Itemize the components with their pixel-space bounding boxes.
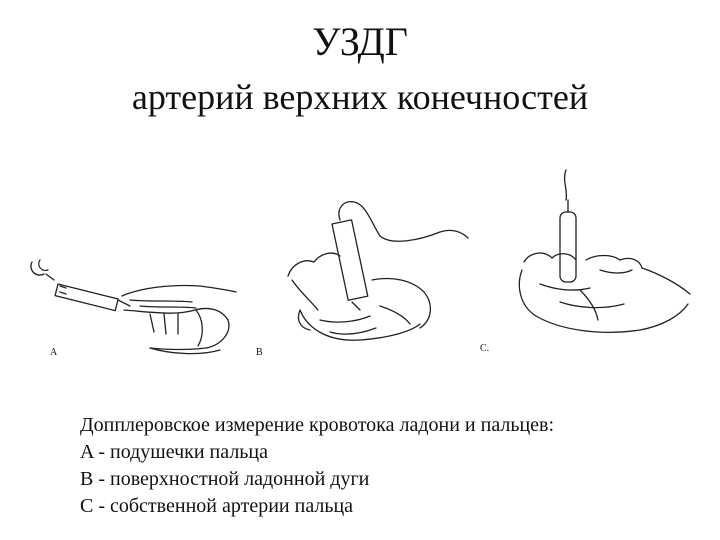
doppler-hands-illustration xyxy=(0,160,720,380)
panel-b-drawing xyxy=(288,202,468,341)
caption-item-b: B - поверхностной ладонной дуги xyxy=(80,468,370,490)
slide-subtitle: артерий верхних конечностей xyxy=(131,77,589,117)
slide-title: УЗДГ xyxy=(312,19,408,64)
caption-item-a: A - подушечки пальца xyxy=(80,441,268,463)
panel-label-a: A xyxy=(50,347,58,358)
figure-caption xyxy=(80,412,700,520)
panel-a-drawing xyxy=(31,260,236,354)
panel-label-c: C. xyxy=(480,343,490,354)
caption-item-c: C - собственной артерии пальца xyxy=(80,495,354,517)
panel-c-drawing xyxy=(519,170,690,332)
panel-label-b: B xyxy=(256,347,263,358)
caption-heading: Допплеровское измерение кровотока ладони и пальцев: xyxy=(80,414,555,436)
